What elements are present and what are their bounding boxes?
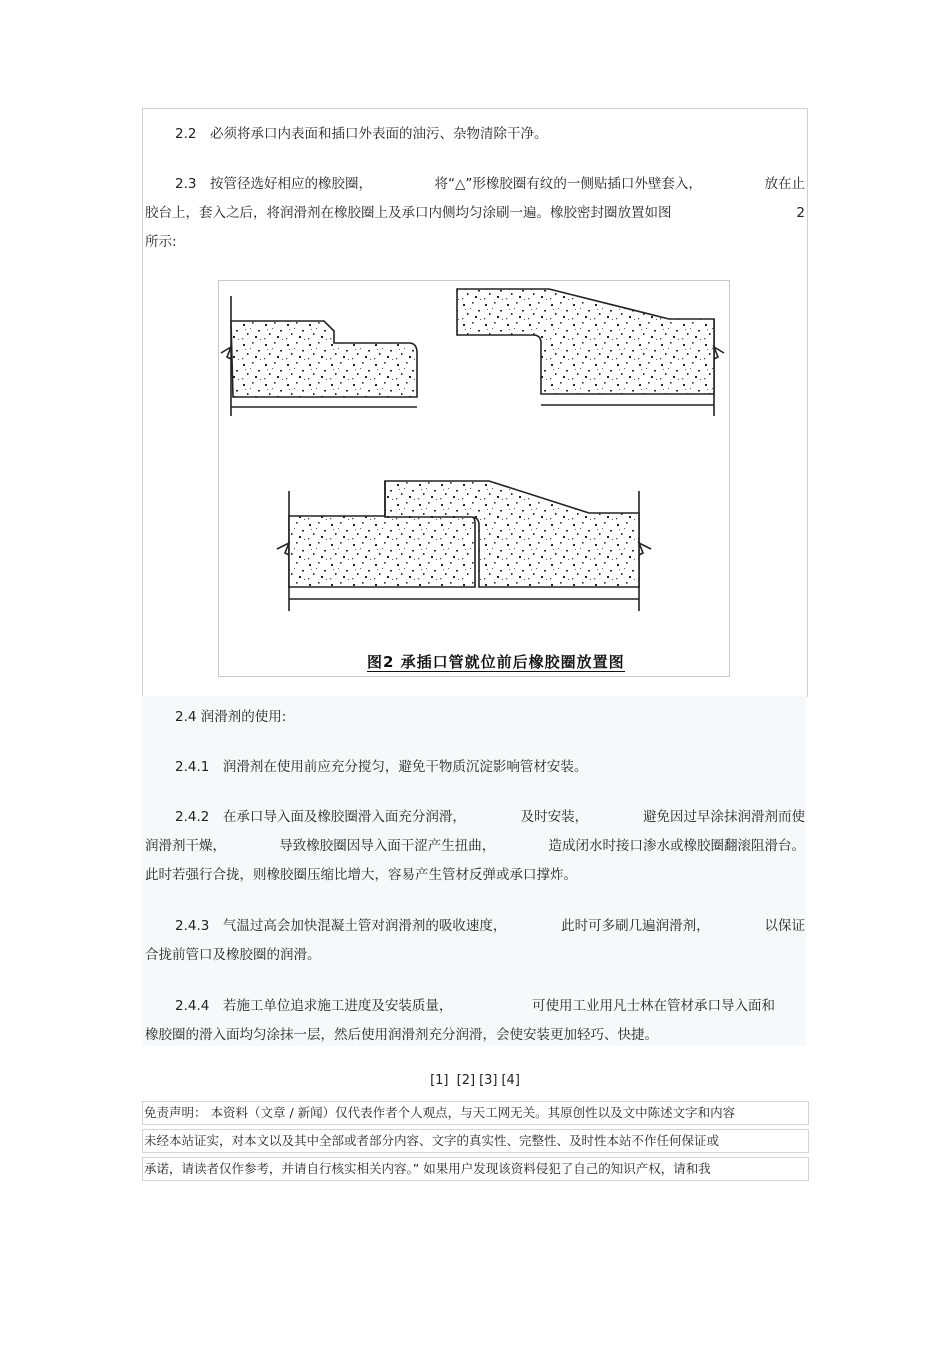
figure-rubber-ring-placement (218, 280, 730, 677)
paragraph-2-4-3: 2.4.3 气温过高会加快混凝土管对润滑剂的吸收速度， 此时可多刷几遍润滑剂， 以保证 合拢前管口及橡胶圈的润滑。 (145, 918, 805, 963)
paragraph-2-4-1: 2.4.1 润滑剂在使用前应充分搅匀，避免干物质沉淀影响管材安装。 (175, 759, 588, 775)
paragraph-2-2: 2.2 必须将承口内表面和插口外表面的油污、杂物清除干净。 (175, 126, 548, 142)
paragraph-2-4-4: 2.4.4 若施工单位追求施工进度及安装质量， 可使用工业用凡士林在管材承口导入面和 橡胶圈的滑入面均匀涂抹一层，然后使用润滑剂充分润滑，会使安装更加轻巧、快捷。 (145, 998, 775, 1043)
disclaimer-line-2: 未经本站证实，对本文以及其中全部或者部分内容、文字的真实性、完整性、及时性本站不作任何保证或 (142, 1129, 809, 1153)
disclaimer-line-3: 承诺，请读者仅作参考，并请自行核实相关内容。” 如果用户发现该资料侵犯了自己的知识产权，请和我 (142, 1157, 809, 1181)
pagination (0, 1073, 950, 1088)
page-link-4[interactable]: [4] (501, 1073, 520, 1088)
paragraph-2-3: 2.3 按管径选好相应的橡胶圈， 将“△”形橡胶圈有纹的一侧贴插口外壁套入， 放在止 胶台上，套入之后，将润滑剂在橡胶圈上及承口内侧均匀涂刷一遍。橡胶密封圈放置如图 2 所示: (145, 176, 805, 250)
page-link-3[interactable]: [3] (479, 1073, 498, 1088)
paragraph-2-4-2: 2.4.2 在承口导入面及橡胶圈滑入面充分润滑， 及时安装， 避免因过早涂抹润滑剂而使 润滑剂干燥， 导致橡胶圈因导入面干涩产生扭曲， 造成闭水时接口渗水或橡胶圈翻滚阻滑台。 此时若强行合拢，则橡胶圈压缩比增大，容易产生管材反弹或承口撑炸。 (145, 809, 805, 883)
page-link-2[interactable]: [2] (456, 1073, 476, 1088)
figure-caption: 图2 承插口管就位前后橡胶圈放置图 (367, 653, 625, 671)
paragraph-2-4: 2.4 润滑剂的使用: (175, 709, 287, 725)
pipe-joint-diagram (219, 281, 729, 676)
disclaimer-line-1: 免责声明： 本资料（文章 / 新闻）仅代表作者个人观点，与天工网无关。其原创性以及文中陈述文字和内容 (142, 1101, 809, 1125)
page-link-1[interactable]: [1] (430, 1073, 449, 1088)
